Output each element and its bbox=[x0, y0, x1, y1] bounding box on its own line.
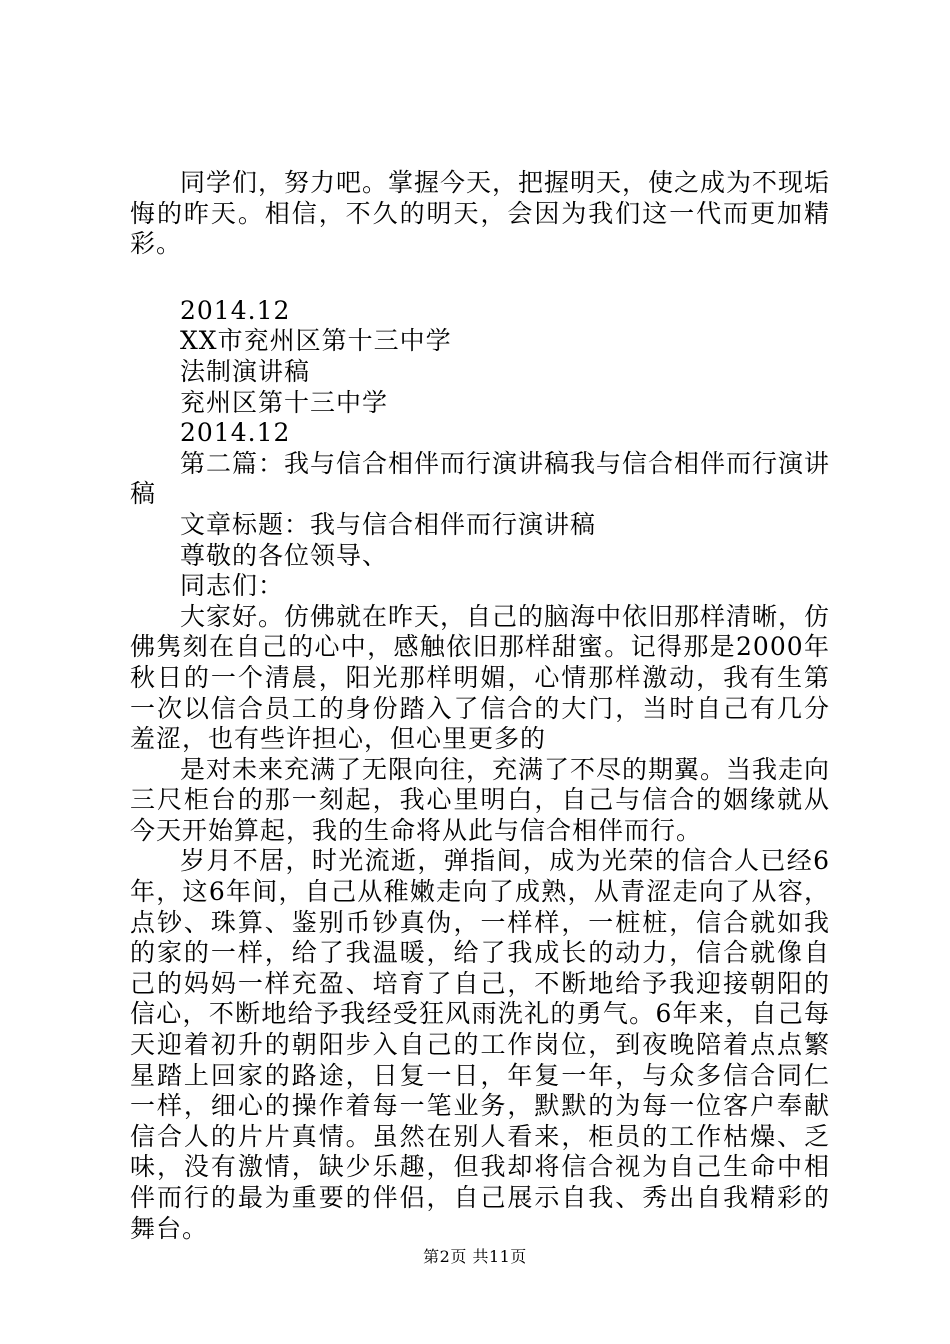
body-paragraph: 大家好。仿佛就在昨天，自己的脑海中依旧那样清晰，仿佛隽刻在自己的心中，感触依旧那样甜蜜。记得那是2000年秋日的一个清晨，阳光那样明媚，心情那样激动，我有生第一次以信合员工的身份踏入了信合的大门，当时自己有几分羞涩，也有些许担心，但心里更多的 bbox=[130, 601, 831, 754]
school-name-line: XX市兖州区第十三中学 bbox=[180, 326, 452, 356]
paragraph-closing: 同学们，努力吧。掌握今天，把握明天，使之成为不现垢悔的昨天。相信，不久的明天，会因为我们这一代而更加精彩。 bbox=[130, 168, 831, 259]
salutation-line-2: 同志们： bbox=[180, 571, 285, 601]
page-number-footer: 第2页 共11页 bbox=[423, 1247, 527, 1266]
body-paragraph: 岁月不居，时光流逝，弹指间，成为光荣的信合人已经6年，这6年间，自己从稚嫩走向了成熟，从青涩走向了从容，点钞、珠算、鉴别币钞真伪，一样样，一桩桩，信合就如我的家的一样，给了我温暖，给了我成长的动力，信合就像自己的妈妈一样充盈、培育了自己，不断地给予我迎接朝阳的信心，不断地给予我经受狂风雨洗礼的勇气。6年来，自己每天迎着初升的朝阳步入自己的工作岗位，到夜晚陪着点点繁星踏上回家的路途，日复一日，年复一年，与众多信合同仁一样，细心的操作着每一笔业务，默默的为每一位客户奉献信合人的片片真情。虽然在别人看来，柜员的工作枯燥、乏味，没有激情，缺少乐趣，但我却将信合视为自己生命中相伴而行的最为重要的伴侣，自己展示自我、秀出自我精彩的舞台。 bbox=[130, 846, 830, 1243]
date-line: 2014.12 bbox=[180, 295, 291, 325]
document-body bbox=[130, 168, 830, 1244]
salutation-line: 尊敬的各位领导、 bbox=[180, 540, 389, 570]
section-heading: 第二篇：我与信合相伴而行演讲稿我与信合相伴而行演讲稿 bbox=[130, 448, 831, 509]
article-title-line: 文章标题：我与信合相伴而行演讲稿 bbox=[180, 509, 597, 539]
speech-type-line: 法制演讲稿 bbox=[180, 356, 311, 386]
school-short-name-line: 兖州区第十三中学 bbox=[180, 387, 389, 417]
body-paragraph: 是对未来充满了无限向往，充满了不尽的期翼。当我走向三尺柜台的那一刻起，我心里明白，自己与信合的姻缘就从今天开始算起，我的生命将从此与信合相伴而行。 bbox=[130, 754, 831, 845]
date-line-2: 2014.12 bbox=[180, 418, 291, 448]
